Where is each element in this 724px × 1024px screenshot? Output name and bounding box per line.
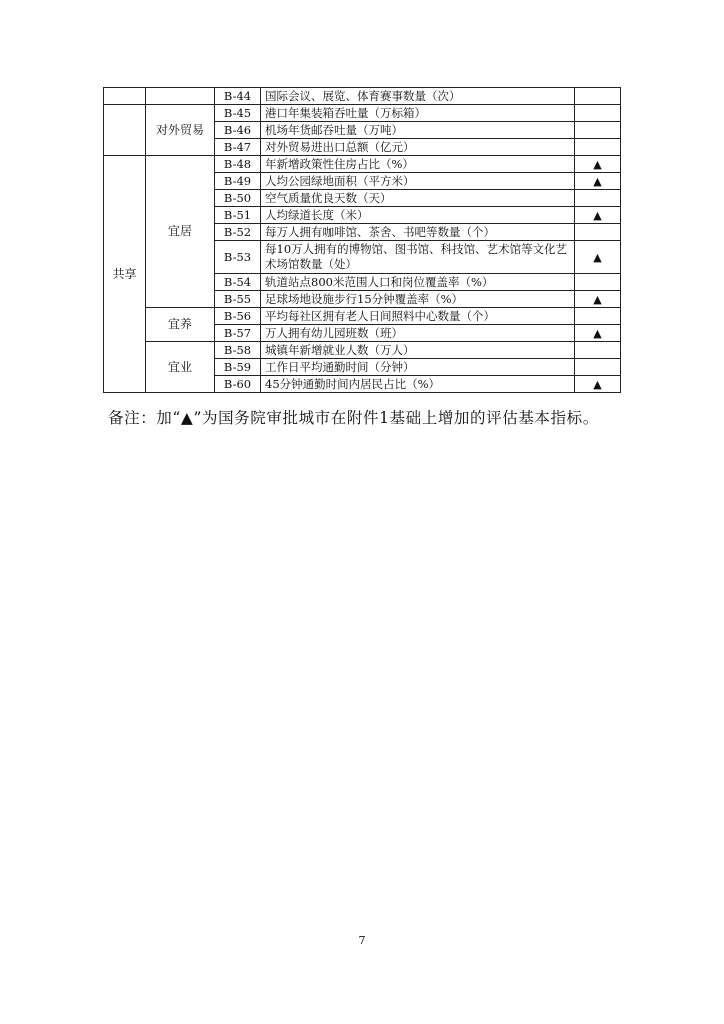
indicator-name: 空气质量优良天数（天） — [261, 190, 575, 207]
indicator-name: 人均绿道长度（米） — [261, 207, 575, 224]
subcategory-trade: 对外贸易 — [146, 105, 215, 156]
indicator-mark — [575, 224, 621, 241]
table-row — [104, 308, 621, 325]
table-row — [104, 88, 621, 105]
category-cell-blank — [104, 105, 146, 156]
indicator-mark — [575, 190, 621, 207]
indicator-code: B-59 — [215, 359, 261, 376]
indicator-mark: ▲ — [575, 207, 621, 224]
table-row — [104, 105, 621, 122]
indicator-code: B-44 — [215, 88, 261, 105]
indicator-table — [103, 87, 621, 393]
indicator-name: 每万人拥有咖啡馆、茶舍、书吧等数量（个） — [261, 224, 575, 241]
indicator-name: 工作日平均通勤时间（分钟） — [261, 359, 575, 376]
category-shared: 共享 — [104, 156, 146, 393]
indicator-code: B-54 — [215, 274, 261, 291]
indicator-mark — [575, 122, 621, 139]
indicator-mark: ▲ — [575, 156, 621, 173]
indicator-name: 年新增政策性住房占比（%） — [261, 156, 575, 173]
table-row — [104, 156, 621, 173]
indicator-name: 45分钟通勤时间内居民占比（%） — [261, 376, 575, 393]
category-cell-blank — [104, 88, 146, 105]
indicator-name: 港口年集装箱吞吐量（万标箱） — [261, 105, 575, 122]
indicator-name: 每10万人拥有的博物馆、图书馆、科技馆、艺术馆等文化艺术场馆数量（处） — [261, 241, 575, 274]
indicator-code: B-52 — [215, 224, 261, 241]
indicator-name: 对外贸易进出口总额（亿元） — [261, 139, 575, 156]
indicator-code: B-49 — [215, 173, 261, 190]
indicator-mark — [575, 139, 621, 156]
indicator-code: B-53 — [215, 241, 261, 274]
indicator-name: 万人拥有幼儿园班数（班） — [261, 325, 575, 342]
indicator-name: 国际会议、展览、体育赛事数量（次） — [261, 88, 575, 105]
indicator-mark: ▲ — [575, 241, 621, 274]
indicator-code: B-47 — [215, 139, 261, 156]
indicator-code: B-50 — [215, 190, 261, 207]
indicator-name: 足球场地设施步行15分钟覆盖率（%） — [261, 291, 575, 308]
indicator-code: B-46 — [215, 122, 261, 139]
indicator-mark — [575, 88, 621, 105]
indicator-mark — [575, 308, 621, 325]
indicator-mark — [575, 105, 621, 122]
indicator-name: 机场年货邮吞吐量（万吨） — [261, 122, 575, 139]
indicator-code: B-51 — [215, 207, 261, 224]
indicator-mark — [575, 342, 621, 359]
indicator-code: B-48 — [215, 156, 261, 173]
indicator-code: B-56 — [215, 308, 261, 325]
indicator-code: B-58 — [215, 342, 261, 359]
indicator-code: B-55 — [215, 291, 261, 308]
page-number: 7 — [358, 934, 366, 947]
subcategory-work: 宜业 — [146, 342, 215, 393]
subcategory-cell-blank — [146, 88, 215, 105]
footnote: 备注：加“▲”为国务院审批城市在附件1基础上增加的评估基本指标。 — [108, 409, 599, 427]
indicator-code: B-57 — [215, 325, 261, 342]
indicator-name: 人均公园绿地面积（平方米） — [261, 173, 575, 190]
subcategory-live: 宜居 — [146, 156, 215, 308]
indicator-mark: ▲ — [575, 291, 621, 308]
indicator-mark — [575, 359, 621, 376]
indicator-mark: ▲ — [575, 173, 621, 190]
indicator-mark — [575, 274, 621, 291]
table-row — [104, 342, 621, 359]
indicator-name: 城镇年新增就业人数（万人） — [261, 342, 575, 359]
indicator-code: B-60 — [215, 376, 261, 393]
indicator-name: 平均每社区拥有老人日间照料中心数量（个） — [261, 308, 575, 325]
subcategory-care: 宜养 — [146, 308, 215, 342]
indicator-code: B-45 — [215, 105, 261, 122]
indicator-mark: ▲ — [575, 325, 621, 342]
indicator-name: 轨道站点800米范围人口和岗位覆盖率（%） — [261, 274, 575, 291]
indicator-mark: ▲ — [575, 376, 621, 393]
